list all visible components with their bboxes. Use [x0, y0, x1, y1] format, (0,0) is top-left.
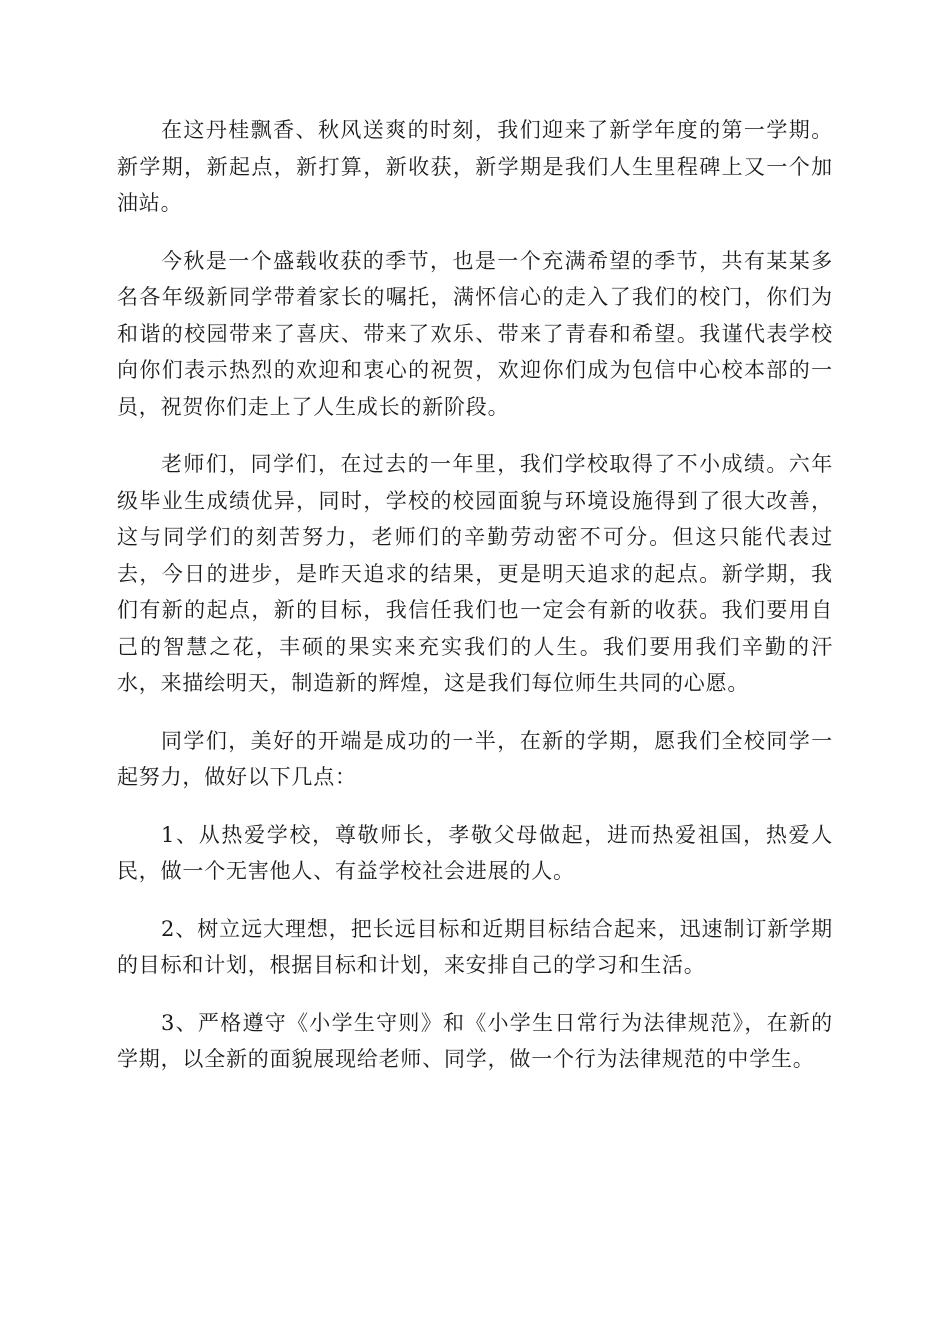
list-item-point-2: 2、树立远大理想，把长远目标和近期目标结合起来，迅速制订新学期的目标和计划，根据目标和计划，来安排自己的学习和生活。: [117, 916, 833, 977]
document-body: [117, 112, 833, 1099]
paragraph-call-to-action: 同学们，美好的开端是成功的一半，在新的学期，愿我们全校同学一起努力，做好以下几点：: [117, 728, 833, 789]
paragraph-welcome: 今秋是一个盛载收获的季节，也是一个充满希望的季节，共有某某多名各年级新同学带着家长的嘱托，满怀信心的走入了我们的校门，你们为和谐的校园带来了喜庆、带来了欢乐、带来了青春和希望。我谨代表学校向你们表示热烈的欢迎和衷心的祝贺，欢迎你们成为包信中心校本部的一员，祝贺你们走上了人生成长的新阶段。: [117, 248, 833, 419]
paragraph-opening: 在这丹桂飘香、秋风送爽的时刻，我们迎来了新学年度的第一学期。新学期，新起点，新打算，新收获，新学期是我们人生里程碑上又一个加油站。: [117, 118, 833, 215]
paragraph-achievements: 老师们，同学们，在过去的一年里，我们学校取得了不小成绩。六年级毕业生成绩优异，同时，学校的校园面貌与环境设施得到了很大改善，这与同学们的刻苦努力，老师们的辛勤劳动密不可分。但这只能代表过去，今日的进步，是昨天追求的结果，更是明天追求的起点。新学期，我们有新的起点，新的目标，我信任我们也一定会有新的收获。我们要用自己的智慧之花，丰硕的果实来充实我们的人生。我们要用我们辛勤的汗水，来描绘明天，制造新的辉煌，这是我们每位师生共同的心愿。: [117, 452, 833, 695]
list-item-point-3: 3、严格遵守《小学生守则》和《小学生日常行为法律规范》，在新的学期，以全新的面貌展现给老师、同学，做一个行为法律规范的中学生。: [117, 1010, 833, 1071]
list-item-point-1: 1、从热爱学校，尊敬师长，孝敬父母做起，进而热爱祖国，热爱人民，做一个无害他人、有益学校社会进展的人。: [117, 822, 833, 883]
